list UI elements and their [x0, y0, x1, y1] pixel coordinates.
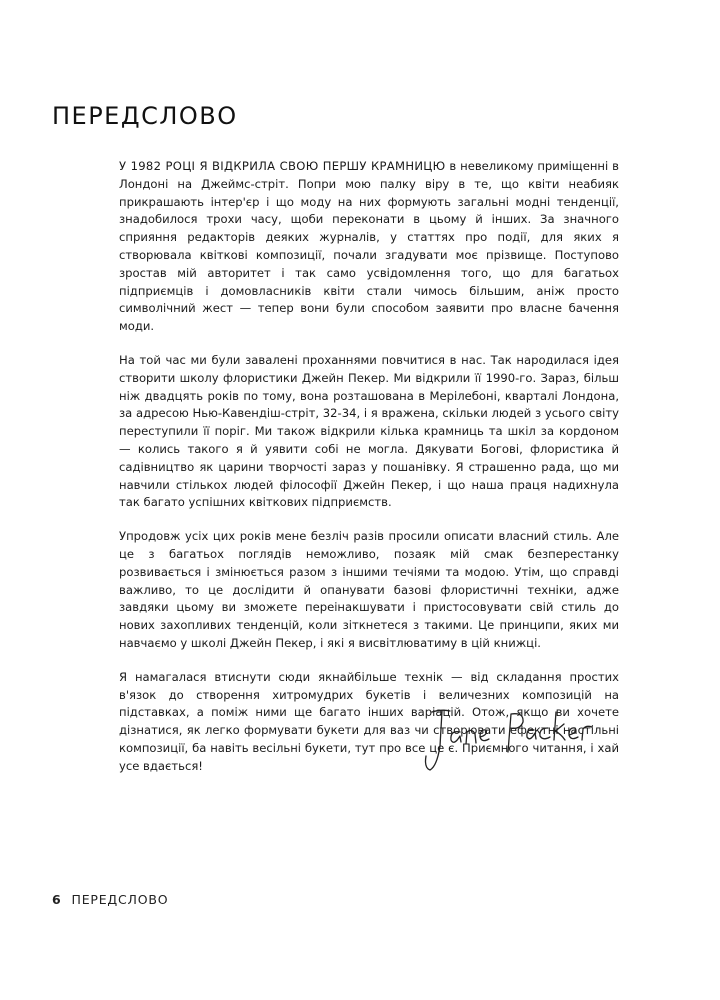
paragraph-3: Упродовж усіх цих років мене безліч разів просили описати власний стиль. Але це з багатьох поглядів неможливо, позаяк мій смак безперестанку розвивається і змінюється разом з іншими течіями та модою. Утім, що справді важливо, то це дослідити й опанувати базові флористичні техніки, адже завдяки цьому ви зможете переінакшувати і пристосовувати свій стиль до нових захопливих тенденцій, коли зіткнетеся з такими. Це принципи, яких ми навчаємо у школі Джейн Пекер, і які я висвітлюватиму в цій книжці. [119, 529, 619, 650]
paragraph-1-text: в невеликому приміщенні в Лондоні на Джеймс-стріт. Попри мою палку віру в те, що квіти неабияк прикрашають інтер'єр і що моду на них формують загальні модні тенденції, знадобилося трохи часу, щоби переконати в цьому й інших. За значного сприяння редакторів деяких журналів, у статтях про події, для яких я створювала квіткові композиції, почали згадувати моє прізвище. Поступово зростав мій авторитет і так само усвідомлення того, що для багатьох підприємців і домовласників квіти стали чимось більшим, аніж просто символічний жест — тепер вони були способом заявити про власне бачення моди. [119, 159, 619, 334]
paragraph-2: На той час ми були завалені проханнями повчитися в нас. Так народилася ідея створити школу флористики Джейн Пекер. Ми відкрили її 1990-го. Зараз, більш ніж двадцять років по тому, вона розташована в Мерілебоні, кварталі Лондона, за адресою Нью-Кавендіш-стріт, 32-34, і я вражена, скільки людей з усього світу переступили її поріг. Ми також відкрили кілька крамниць та шкіл за кордоном — колись такого я й уявити собі не могла. Дякувати Богові, флористика й садівництво як царини творчості зараз у пошанівку. Я страшенно рада, що ми навчили стількох людей філософії Джейн Пекер, і що наша праця надихнула так багато успішних квіткових підприємств. [119, 352, 619, 510]
signature-jane-packer [420, 706, 600, 776]
paragraph-1 [119, 158, 619, 336]
running-head: ПЕРЕДСЛОВО [71, 892, 169, 907]
page-title: ПЕРЕДСЛОВО [52, 102, 238, 130]
footer [52, 892, 168, 907]
body-text [119, 158, 619, 792]
signature [420, 706, 600, 776]
lead-in: У 1982 РОЦІ Я ВІДКРИЛА СВОЮ ПЕРШУ КРАМНИЦЮ [119, 159, 446, 173]
page-number: 6 [52, 892, 62, 907]
paragraph-4: Я намагалася втиснути сюди якнайбільше технік — від складання простих в'язок до створення хитромудрих букетів і величезних композицій на підставках, а поміж ними ще багато інших варіацій. Отож, якщо ви хочете дізнатися, як легко формувати букети для ваз чи створювати ефектні настільні композиції, ба навіть весільні букети, тут про все це є. Приємного читання, і хай усе вдається! [119, 669, 619, 773]
